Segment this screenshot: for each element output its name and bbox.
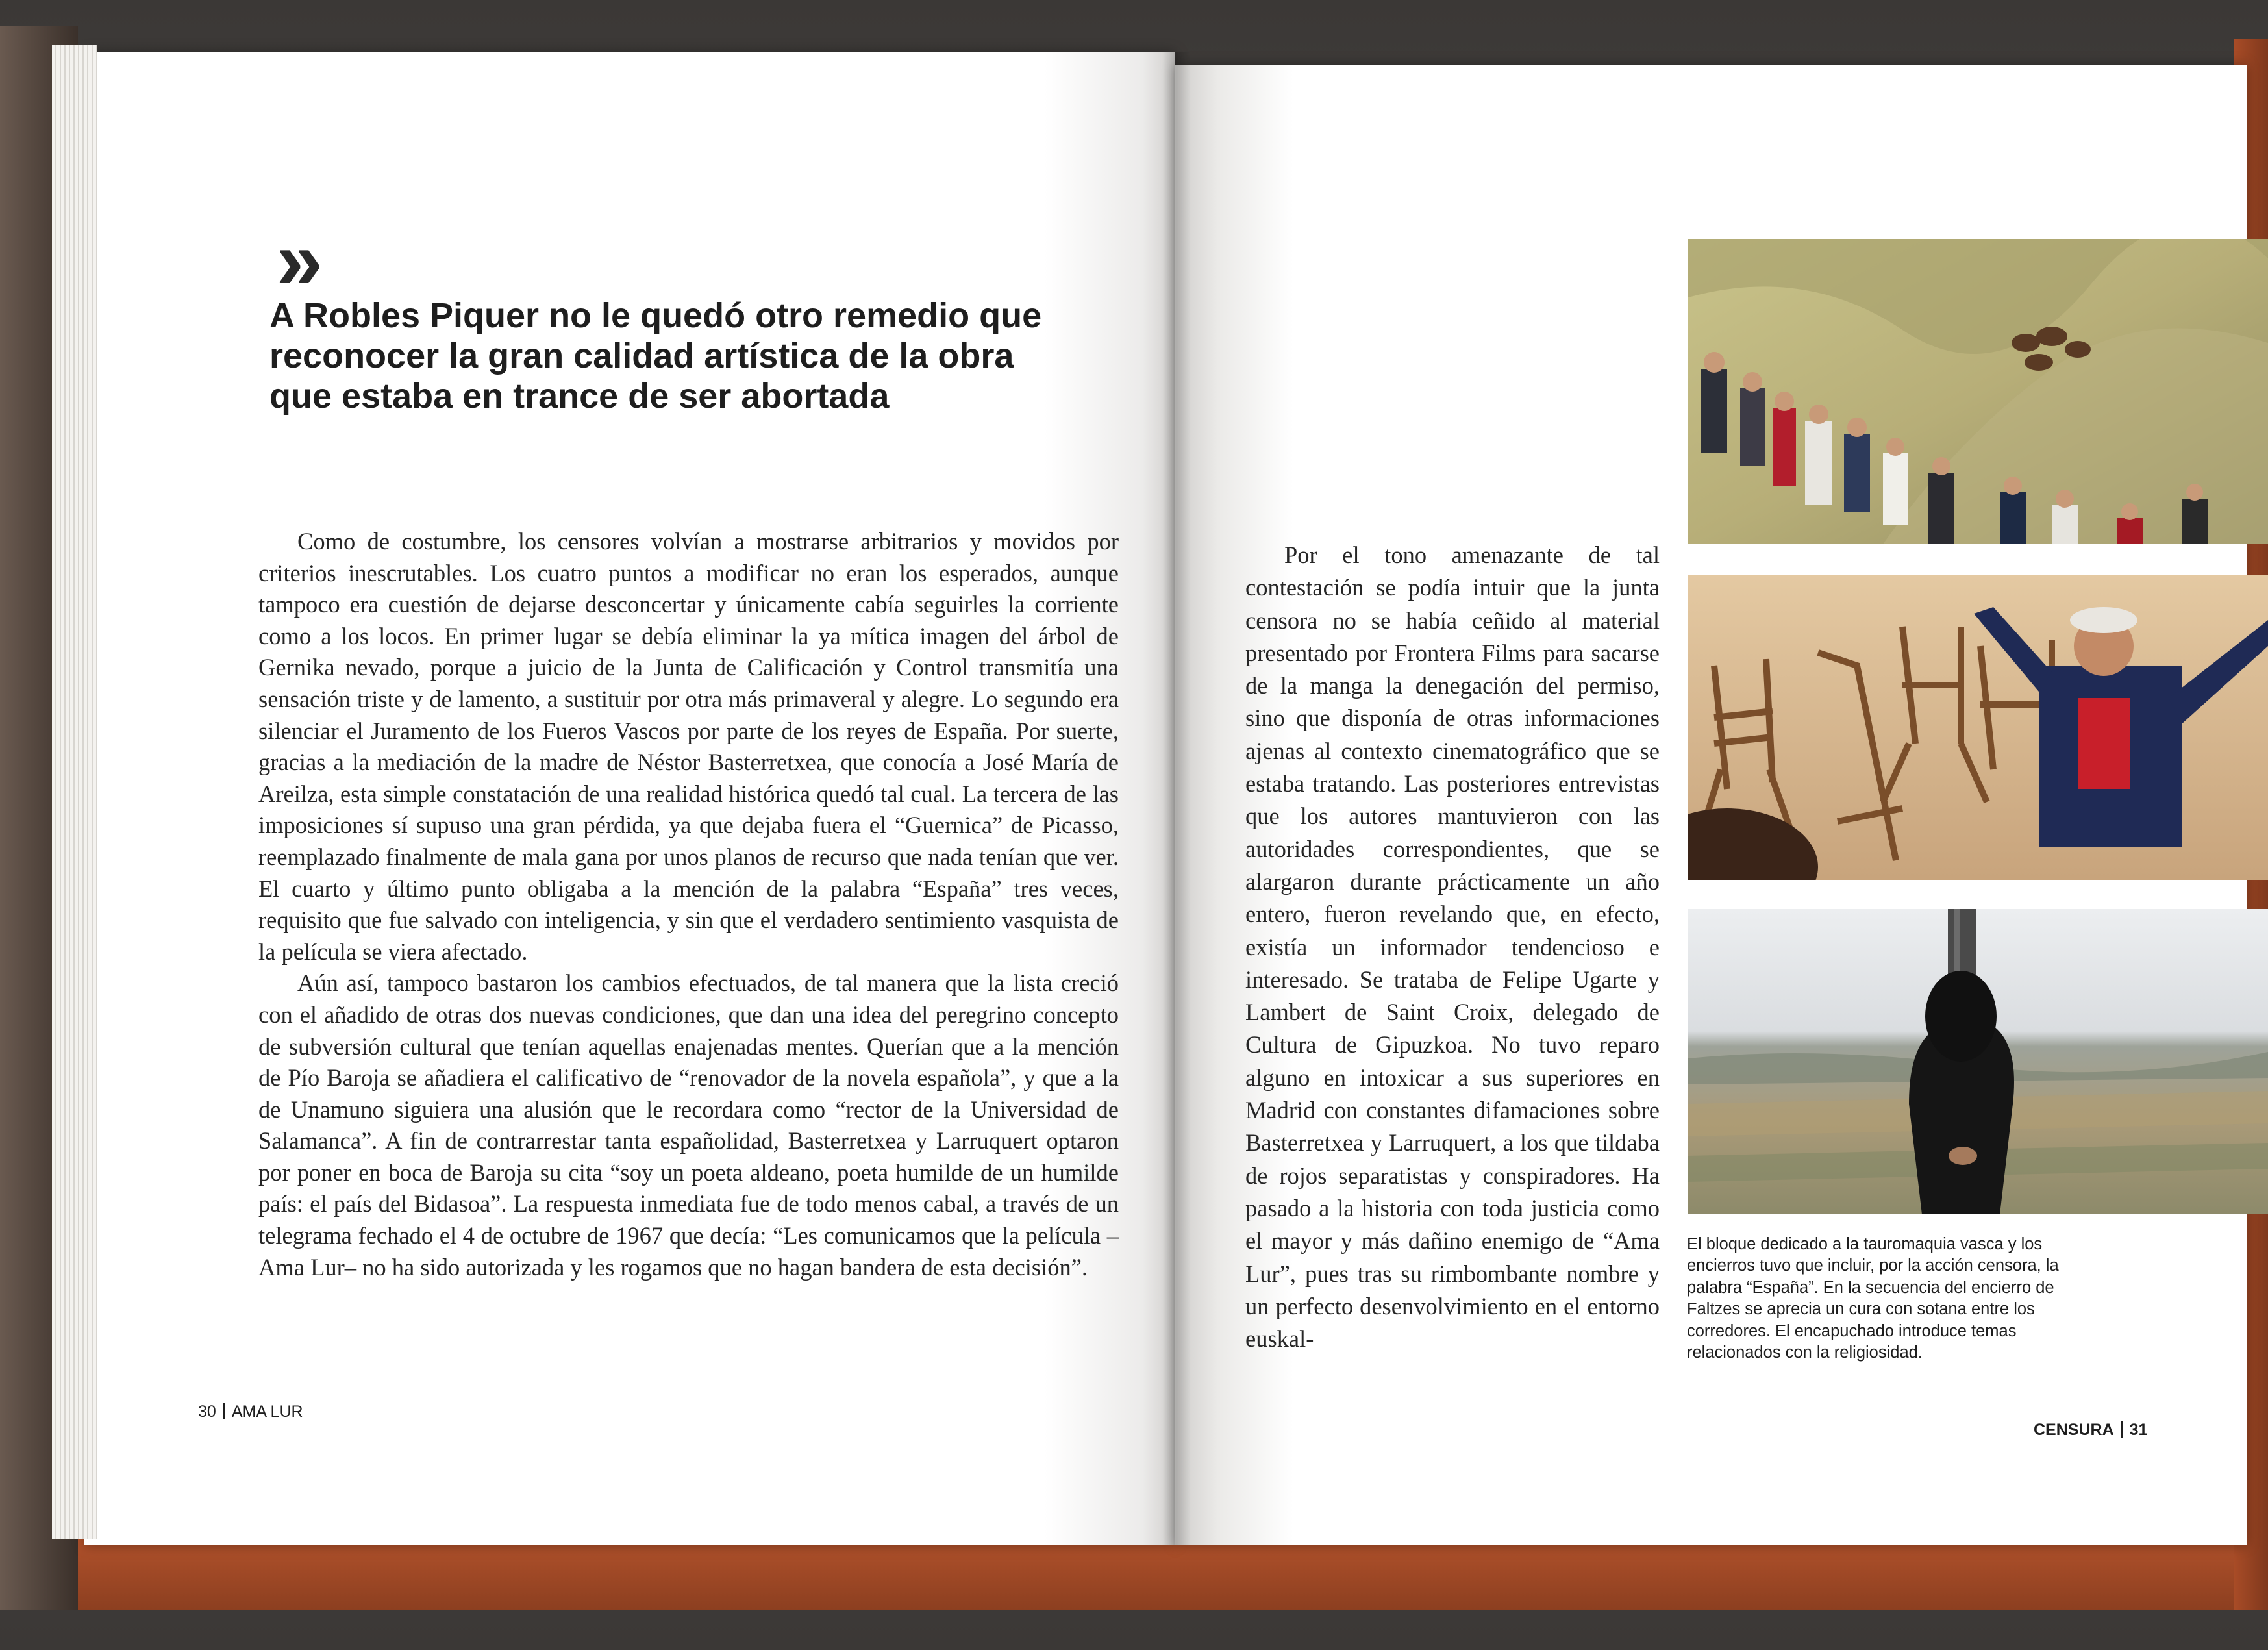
running-head: CENSURA — [2034, 1421, 2114, 1439]
folio-separator — [223, 1403, 225, 1419]
right-paragraph: Por el tono amenazante de tal contestación se podía intuir que la junta censora no se había ceñido al material presentado por Frontera Films para sacarse de la manga la denegación del permiso, sino que disponía de otras informaciones ajenas al contexto cinematográfico que se estaba tratando. Las posteriores entrevistas que los autores mantuvieron con las autoridades correspondientes, que se alargaron durante prácticamente un año entero, fueron revelando que, en efecto, existía un informador tendencioso e interesado. Se trataba de Felipe Ugarte y Lambert de Saint Croix, delegado de Cultura de Gipuzkoa. No tuvo reparo alguno en intoxicar a sus superiores en Madrid con constantes difamaciones sobre Basterretxea y Larruquert, a los que tildaba de rojos separatistas y conspiradores. Ha pasado a la historia con toda justicia como el mayor y más dañino enemigo de “Ama Lur”, pues tras su rimbombante nombre y un perfecto desenvolvimiento en el entorno euskal- — [1245, 542, 1660, 1353]
quote-mark-icon: » — [276, 212, 319, 307]
left-folio — [198, 1403, 303, 1421]
photo-encierro — [1688, 239, 2268, 544]
photo-sillas-image — [1688, 575, 2268, 880]
page-number: 31 — [2129, 1421, 2148, 1439]
photo-caption: El bloque dedicado a la tauromaquia vasca y los encierros tuvo que incluir, por la acción censora, la palabra “España”. En la secuencia del encierro de Faltzes se aprecia un cura con sotana entre los corredores. El encapuchado introduce temas relacionados con la religiosidad. — [1687, 1235, 2059, 1362]
running-head: AMA LUR — [231, 1403, 303, 1421]
folio-separator — [2121, 1421, 2123, 1438]
pull-quote: A Robles Piquer no le quedó otro remedio que reconocer la gran calidad artística de la obra que estaba en trance de ser abortada — [269, 296, 1042, 416]
left-paragraph-2: Aún así, tampoco bastaron los cambios efectuados, de tal manera que la lista creció con el añadido de otras dos nuevas condiciones, que dan una idea del peregrino concepto de subversión cultural que tenían aquellas enajenadas mentes. Querían que a la mención de Pío Baroja se añadiera el calificativo de “renovador de la novela española”, y que a la de Unamuno siguiera una alusión que le recordara como “rector de la Universidad de Salamanca”. A fin de contrarrestar tanta españolidad, Basterretxea y Larruquert optaron por poner en boca de Baroja su cita “soy un poeta aldeano, poeta humilde de un humilde país: el país del Bidasoa”. La respuesta inmediata fue de todo menos cabal, a través de un telegrama fechado el 4 de octubre de 1967 que decía: “Les comunicamos que la película –Ama Lur– no ha sido autorizada y les rogamos que no hagan bandera de esta decisión”. — [258, 969, 1119, 1281]
page-edges — [52, 45, 97, 1539]
left-paragraph-1: Como de costumbre, los censores volvían a mostrarse arbitrarios y movidos por criterios inescrutables. Los cuatro puntos a modificar no eran los esperados, aunque tampoco era cuestión de dejarse desconcertar y únicamente cabía seguirles la corriente como a los locos. En primer lugar se debía eliminar la ya mítica imagen del árbol de Gernika nevado, porque a juicio de la Junta de Calificación y Control transmitía una sensación triste y de lamento, a sustituir por otra más primaveral y alegre. Lo segundo era silenciar el Juramento de los Fueros Vascos por parte de los reyes de España. Por suerte, gracias a la mediación de la madre de Néstor Basterretxea, que conocía a José María de Areilza, esta simple constatación de una realidad histórica quedó tal cual. La tercera de las imposiciones sí supuso una gran pérdida, ya que dejaba fuera el “Guernica” de Picasso, reemplazado finalmente de mala gana por unos planos de recurso que nada tenían que ver. El cuarto y último punto obligaba a la mención de la palabra “España” tres veces, requisito que fue salvado con inteligencia, y sin que el verdadero sentimiento vasquista de la película se viera afectado. — [258, 528, 1119, 965]
right-body-text — [1245, 539, 1660, 1355]
photo-encierro-image — [1688, 239, 2268, 544]
left-body-text — [258, 526, 1119, 1283]
photo-encapuchado-image — [1688, 909, 2268, 1214]
page-number: 30 — [198, 1403, 216, 1421]
photo-sillas — [1688, 575, 2268, 880]
right-folio — [2034, 1421, 2147, 1440]
photo-encapuchado — [1688, 909, 2268, 1214]
book-gutter — [1162, 52, 1191, 1545]
